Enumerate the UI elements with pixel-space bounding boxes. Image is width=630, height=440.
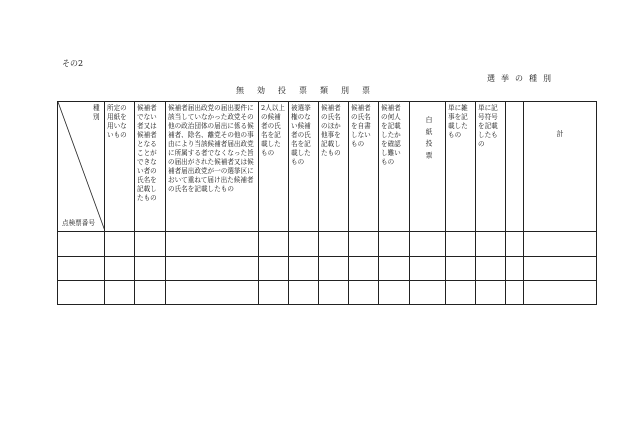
table-cell[interactable]: [319, 281, 349, 305]
table-cell[interactable]: [476, 281, 506, 305]
table-cell[interactable]: [410, 281, 446, 305]
column-header: 単に雑事を記載したもの: [446, 102, 476, 232]
table-cell[interactable]: [410, 232, 446, 257]
table-cell[interactable]: [259, 232, 289, 257]
corner-type-label: 種別: [93, 104, 100, 121]
page-title: 無効投票類別票: [236, 86, 383, 95]
table-cell[interactable]: [135, 257, 166, 281]
table-cell[interactable]: [166, 257, 259, 281]
table-cell[interactable]: [446, 232, 476, 257]
table-cell[interactable]: [506, 281, 524, 305]
table-cell[interactable]: [379, 281, 410, 305]
table-cell[interactable]: [476, 257, 506, 281]
table-cell[interactable]: [135, 281, 166, 305]
table-cell[interactable]: [349, 232, 379, 257]
table-cell[interactable]: [476, 232, 506, 257]
form-number-label: その2: [62, 59, 84, 68]
table-cell[interactable]: [166, 232, 259, 257]
column-header: 候補者でない者又は候補者となることができない者の氏名を記載したもの: [135, 102, 166, 232]
column-header: 2人以上の候補者の氏名を記載したもの: [259, 102, 289, 232]
column-header: 単に記号符号を記載したもの: [476, 102, 506, 232]
table-cell[interactable]: [58, 281, 105, 305]
table-cell[interactable]: [289, 232, 319, 257]
table-cell[interactable]: [506, 232, 524, 257]
table-cell[interactable]: [289, 257, 319, 281]
column-header: 候補者の氏名を自書しないもの: [349, 102, 379, 232]
table-cell[interactable]: [524, 281, 597, 305]
header-row: [58, 102, 597, 232]
table-cell[interactable]: [506, 257, 524, 281]
column-header-total: 計: [524, 102, 597, 232]
table-cell[interactable]: [166, 281, 259, 305]
table-cell[interactable]: [105, 257, 135, 281]
table-cell[interactable]: [446, 281, 476, 305]
table-cell[interactable]: [58, 257, 105, 281]
table-cell[interactable]: [349, 281, 379, 305]
column-header: 候補者届出政党の届出要件に該当していなかった政党その他の政治団体の届出に係る候補者、除名、離党その他の事由により当該候補者届出政党に所属する者でなくなった旨の届出がされた候補者又は候補者届出政党が一の選挙区において重ねて届け出た候補者の氏名を記載したもの: [166, 102, 259, 232]
column-header-blank-vote: 白紙投票: [410, 102, 446, 232]
table-cell[interactable]: [289, 281, 319, 305]
table-cell[interactable]: [524, 232, 597, 257]
column-header: 所定の用紙を用いないもの: [105, 102, 135, 232]
table-cell[interactable]: [259, 257, 289, 281]
table-cell[interactable]: [58, 232, 105, 257]
column-header: 被選挙権のない候補者の氏名を記載したもの: [289, 102, 319, 232]
table-cell[interactable]: [410, 257, 446, 281]
corner-cell: [58, 102, 105, 232]
table-row: [58, 232, 597, 257]
table-cell[interactable]: [446, 257, 476, 281]
table-cell[interactable]: [379, 257, 410, 281]
table-row: [58, 257, 597, 281]
column-header-empty: [506, 102, 524, 232]
column-header: 候補者の何人を記載したかを確認し難いもの: [379, 102, 410, 232]
table-cell[interactable]: [105, 232, 135, 257]
invalid-vote-table: [57, 101, 597, 305]
corner-sheet-label: 点検票番号: [62, 219, 95, 227]
table-cell[interactable]: [259, 281, 289, 305]
table-cell[interactable]: [319, 232, 349, 257]
column-header: 候補者の氏名のほか他事を記載したもの: [319, 102, 349, 232]
election-type-label: 選挙の種別: [487, 74, 557, 83]
table-cell[interactable]: [349, 257, 379, 281]
table-row: [58, 281, 597, 305]
table-cell[interactable]: [135, 232, 166, 257]
table-cell[interactable]: [105, 281, 135, 305]
table-cell[interactable]: [379, 232, 410, 257]
table-cell[interactable]: [524, 257, 597, 281]
table-cell[interactable]: [319, 257, 349, 281]
